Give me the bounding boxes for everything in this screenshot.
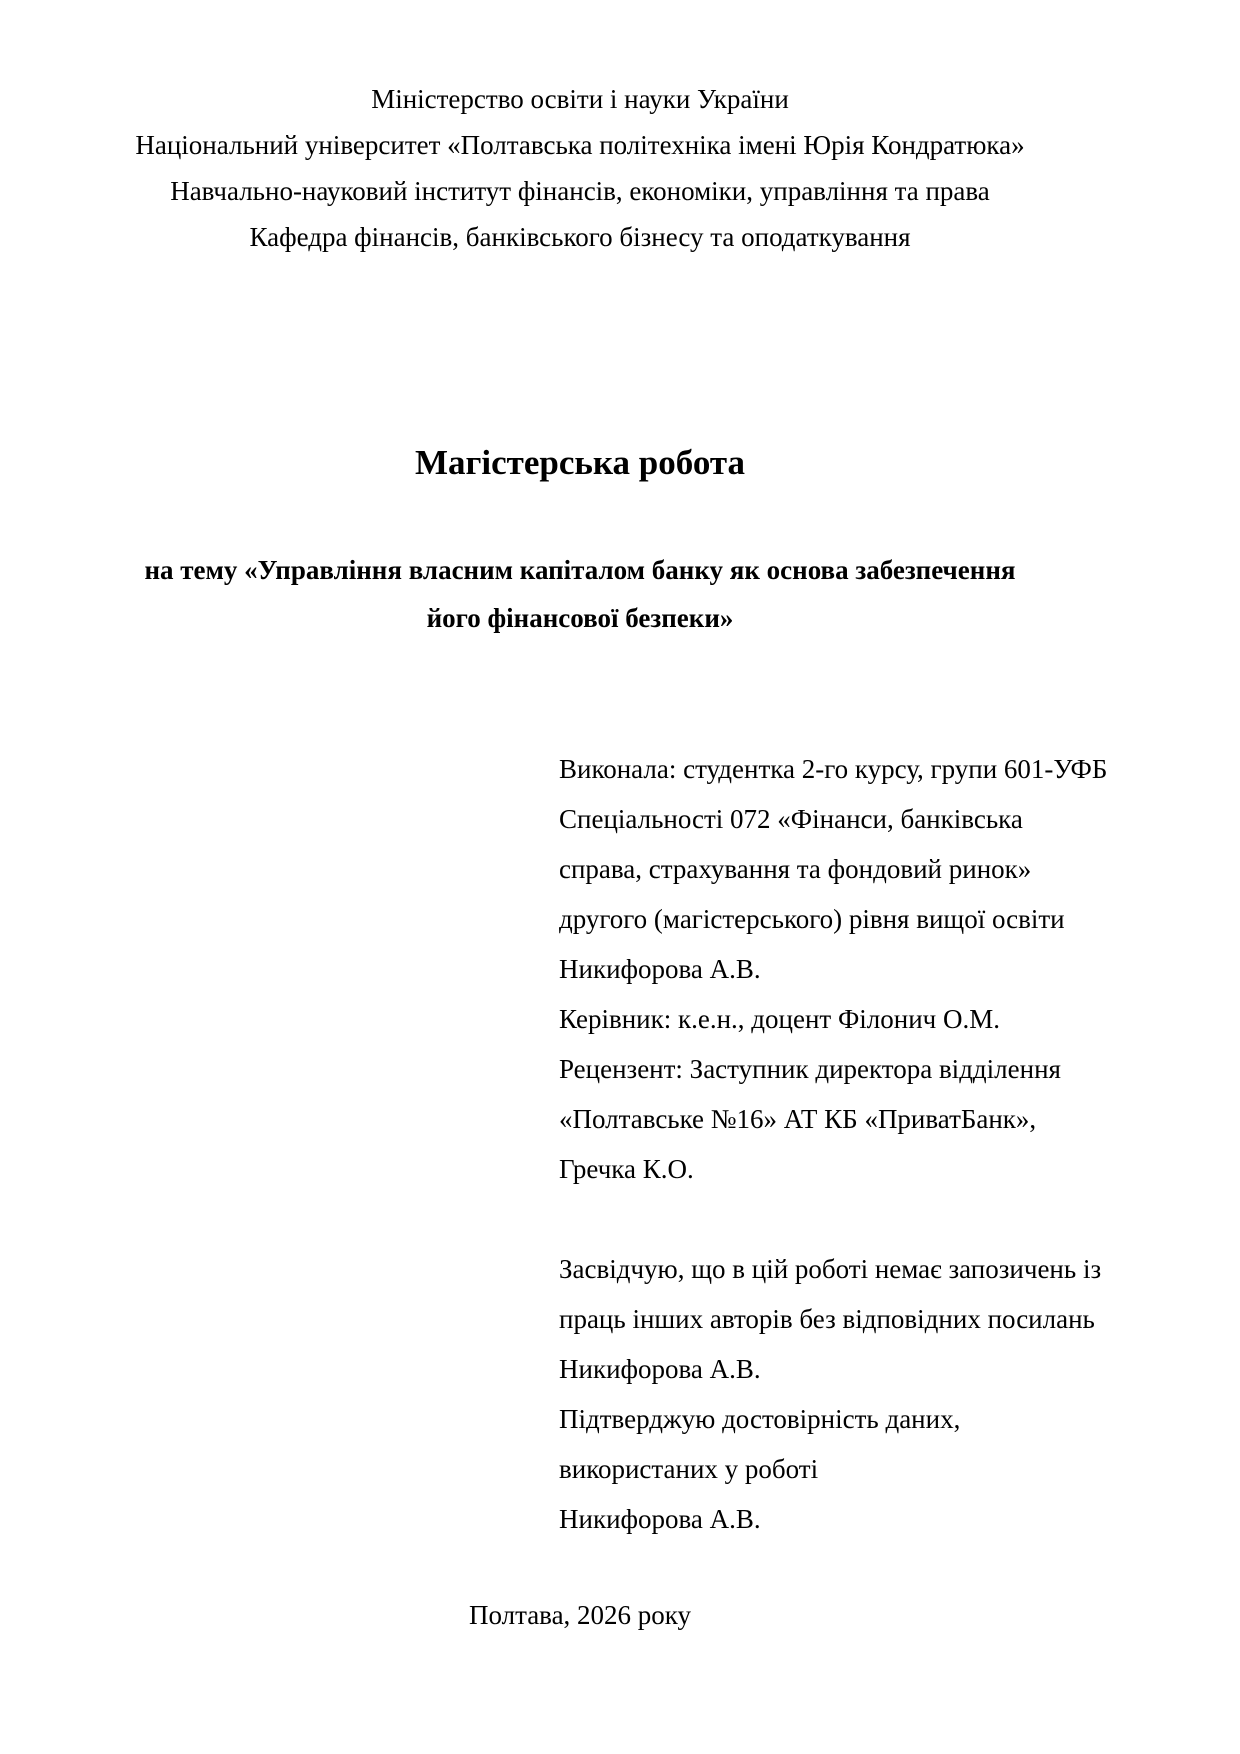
topic-line: на тему «Управління власним капіталом банку як основа забезпечення bbox=[144, 555, 1016, 585]
declaration-line: праць інших авторів без відповідних посилань bbox=[559, 1304, 1095, 1334]
document-title: Магістерська робота bbox=[415, 443, 745, 482]
specialty-line: Спеціальності 072 «Фінанси, банківська bbox=[559, 804, 1023, 834]
specialty-line: справа, страхування та фондовий ринок» bbox=[559, 854, 1032, 884]
education-level: другого (магістерського) рівня вищої освіти bbox=[559, 904, 1065, 934]
author-name: Никифорова А.В. bbox=[559, 954, 761, 984]
ministry-name: Міністерство освіти і науки України bbox=[371, 84, 789, 114]
reviewer-org: «Полтавське №16» АТ КБ «ПриватБанк», bbox=[559, 1104, 1037, 1134]
university-name: Національний університет «Полтавська політехніка імені Юрія Кондратюка» bbox=[135, 130, 1025, 160]
topic-line: його фінансової безпеки» bbox=[426, 603, 734, 633]
place-and-year: Полтава, 2026 року bbox=[468, 1600, 692, 1630]
institution-header bbox=[0, 76, 1160, 260]
spacer bbox=[559, 1194, 1179, 1244]
author-course-group: Виконала: студентка 2-го курсу, групи 601-УФБ bbox=[559, 754, 1108, 784]
data-confirmation-signature: Никифорова А.В. bbox=[559, 1504, 761, 1534]
institute-name: Навчально-науковий інститут фінансів, економіки, управління та права bbox=[170, 176, 990, 206]
reviewer-line: Рецензент: Заступник директора відділення bbox=[559, 1054, 1061, 1084]
thesis-topic bbox=[0, 546, 1160, 642]
declaration-line: Засвідчую, що в цій роботі немає запозичень із bbox=[559, 1254, 1102, 1284]
author-info-block bbox=[559, 744, 1179, 1544]
data-confirmation-line: Підтверджую достовірність даних, bbox=[559, 1404, 961, 1434]
reviewer-name: Гречка К.О. bbox=[559, 1154, 694, 1184]
data-confirmation-line: використаних у роботі bbox=[559, 1454, 819, 1484]
declaration-signature: Никифорова А.В. bbox=[559, 1354, 761, 1384]
supervisor-line: Керівник: к.е.н., доцент Філонич О.М. bbox=[559, 1004, 1000, 1034]
department-name: Кафедра фінансів, банківського бізнесу та оподаткування bbox=[249, 222, 911, 252]
